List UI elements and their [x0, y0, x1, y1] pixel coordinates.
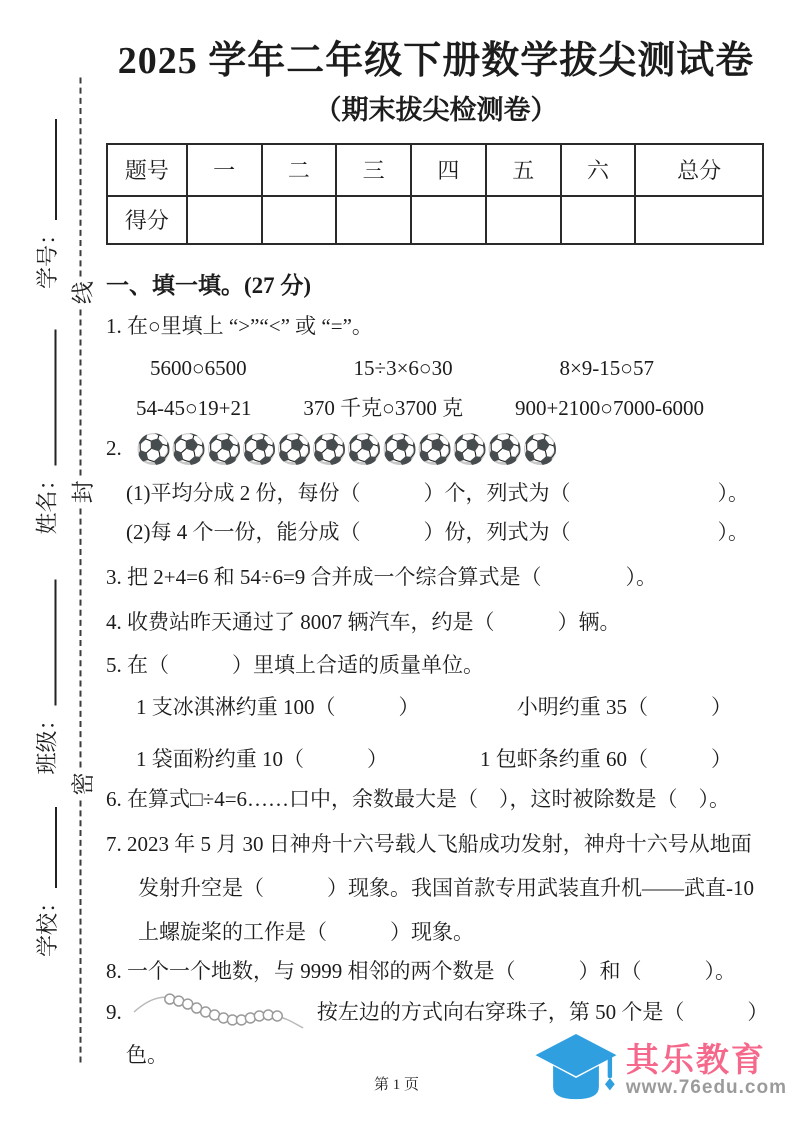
page-title: 2025 学年二年级下册数学拔尖测试卷	[117, 40, 755, 82]
seal-char: 封	[70, 480, 95, 504]
question-9-text: 按左边的方式向右穿珠子，第 50 个是（ ）	[316, 999, 769, 1024]
question-1: 1. 在○里填上 “>”“<” 或 “=”。	[106, 313, 373, 338]
soccer-balls-image: ⚽⚽⚽⚽⚽⚽⚽⚽⚽⚽⚽⚽	[135, 431, 558, 466]
question-2	[106, 429, 766, 469]
score-row-label: 得分	[107, 196, 187, 244]
expression: 1 包虾条约重 60（ ）	[480, 746, 732, 771]
question-1-row1	[106, 353, 766, 383]
sidebar-field-label: 姓名：	[34, 468, 60, 535]
question-2-sub1: (1)平均分成 2 份，每份（ ）个，列式为（ ）。	[126, 480, 749, 505]
score-header-cell: 题号	[107, 144, 187, 196]
score-table	[106, 143, 764, 245]
score-table-header-row	[107, 144, 763, 196]
score-header-cell: 四	[411, 144, 486, 196]
beads-image	[130, 990, 307, 1034]
question-7: 7. 2023 年 5 月 30 日神舟十六号载人飞船成功发射，神舟十六号从地面发射升空是（ ）现象。我国首款专用武装直升机——武直-10 上螺旋桨的工作是（ ）现象。	[106, 831, 754, 944]
question-2-sub2: (2)每 4 个一份，能分成（ ）份，列式为（ ）。	[126, 519, 749, 544]
seal-line	[66, 78, 96, 1063]
score-empty-cell	[486, 196, 561, 244]
score-empty-cell	[635, 196, 763, 244]
expression: 5600○6500	[150, 355, 247, 380]
seal-dash	[80, 309, 82, 475]
question-9-cont: 色。	[126, 1042, 168, 1067]
write-in-blank	[55, 119, 57, 220]
question-5-row1	[106, 692, 766, 722]
question-2-number: 2.	[106, 436, 122, 460]
score-empty-cell	[187, 196, 262, 244]
score-header-cell: 总分	[635, 144, 763, 196]
score-table-score-row	[107, 196, 763, 244]
question-1-row2	[106, 393, 766, 423]
score-empty-cell	[336, 196, 411, 244]
sidebar-field-name	[32, 330, 62, 535]
seal-dash	[80, 508, 82, 767]
expression: 8×9-15○57	[559, 355, 654, 380]
sidebar-field-student-id	[32, 119, 62, 289]
score-header-cell: 二	[262, 144, 337, 196]
expression: 1 支冰淇淋约重 100（ ）	[136, 694, 420, 719]
write-in-blank	[55, 807, 57, 888]
expression: 900+2100○7000-6000	[514, 395, 704, 420]
brand-logo-text	[625, 1040, 787, 1100]
sidebar-field-label: 学校：	[35, 890, 60, 957]
score-header-cell: 一	[187, 144, 262, 196]
score-header-cell: 三	[336, 144, 411, 196]
score-empty-cell	[561, 196, 636, 244]
graduation-cap-icon	[532, 1028, 620, 1114]
brand-url: www.76edu.com	[625, 1077, 787, 1099]
sidebar-field-class	[32, 580, 62, 775]
question-3: 3. 把 2+4=6 和 54÷6=9 合并成一个综合算式是（ ）。	[106, 564, 658, 589]
seal-char: 线	[70, 281, 95, 305]
write-in-blank	[55, 330, 57, 466]
question-4: 4. 收费站昨天通过了 8007 辆汽车，约是（ ）辆。	[106, 609, 621, 634]
question-6: 6. 在算式□÷4=6……口中，余数最大是（ ），这时被除数是（ ）。	[106, 786, 731, 811]
expression: 1 袋面粉约重 10（ ）	[136, 746, 388, 771]
seal-dash	[80, 78, 82, 277]
score-empty-cell	[262, 196, 337, 244]
sidebar-field-school	[32, 807, 62, 957]
section-heading: 一、填一填。(27 分)	[106, 272, 312, 298]
question-8: 8. 一个一个地数，与 9999 相邻的两个数是（ ）和（ ）。	[106, 958, 736, 983]
score-header-cell: 五	[486, 144, 561, 196]
brand-logo	[532, 1028, 787, 1114]
score-empty-cell	[411, 196, 486, 244]
expression: 小明约重 35（ ）	[516, 694, 732, 719]
seal-char: 密	[70, 772, 95, 796]
brand-name: 其乐教育	[625, 1040, 766, 1078]
question-9-number: 9.	[106, 999, 122, 1024]
question-9	[106, 990, 769, 1034]
paper-content	[106, 0, 769, 1070]
question-5: 5. 在（ ）里填上合适的质量单位。	[106, 652, 484, 677]
write-in-blank	[55, 580, 57, 706]
sidebar-field-label: 学号：	[35, 222, 60, 289]
question-5-row2	[106, 744, 766, 774]
seal-dash	[80, 800, 82, 1062]
expression: 370 千克○3700 克	[303, 395, 464, 420]
expression: 54-45○19+21	[136, 395, 252, 420]
expression: 15÷3×6○30	[353, 355, 453, 380]
score-header-cell: 六	[561, 144, 636, 196]
footer-page-number: 第 1 页	[373, 1077, 419, 1093]
sidebar-field-label: 班级：	[34, 708, 60, 775]
page-subtitle: （期末拔尖检测卷）	[314, 94, 558, 125]
